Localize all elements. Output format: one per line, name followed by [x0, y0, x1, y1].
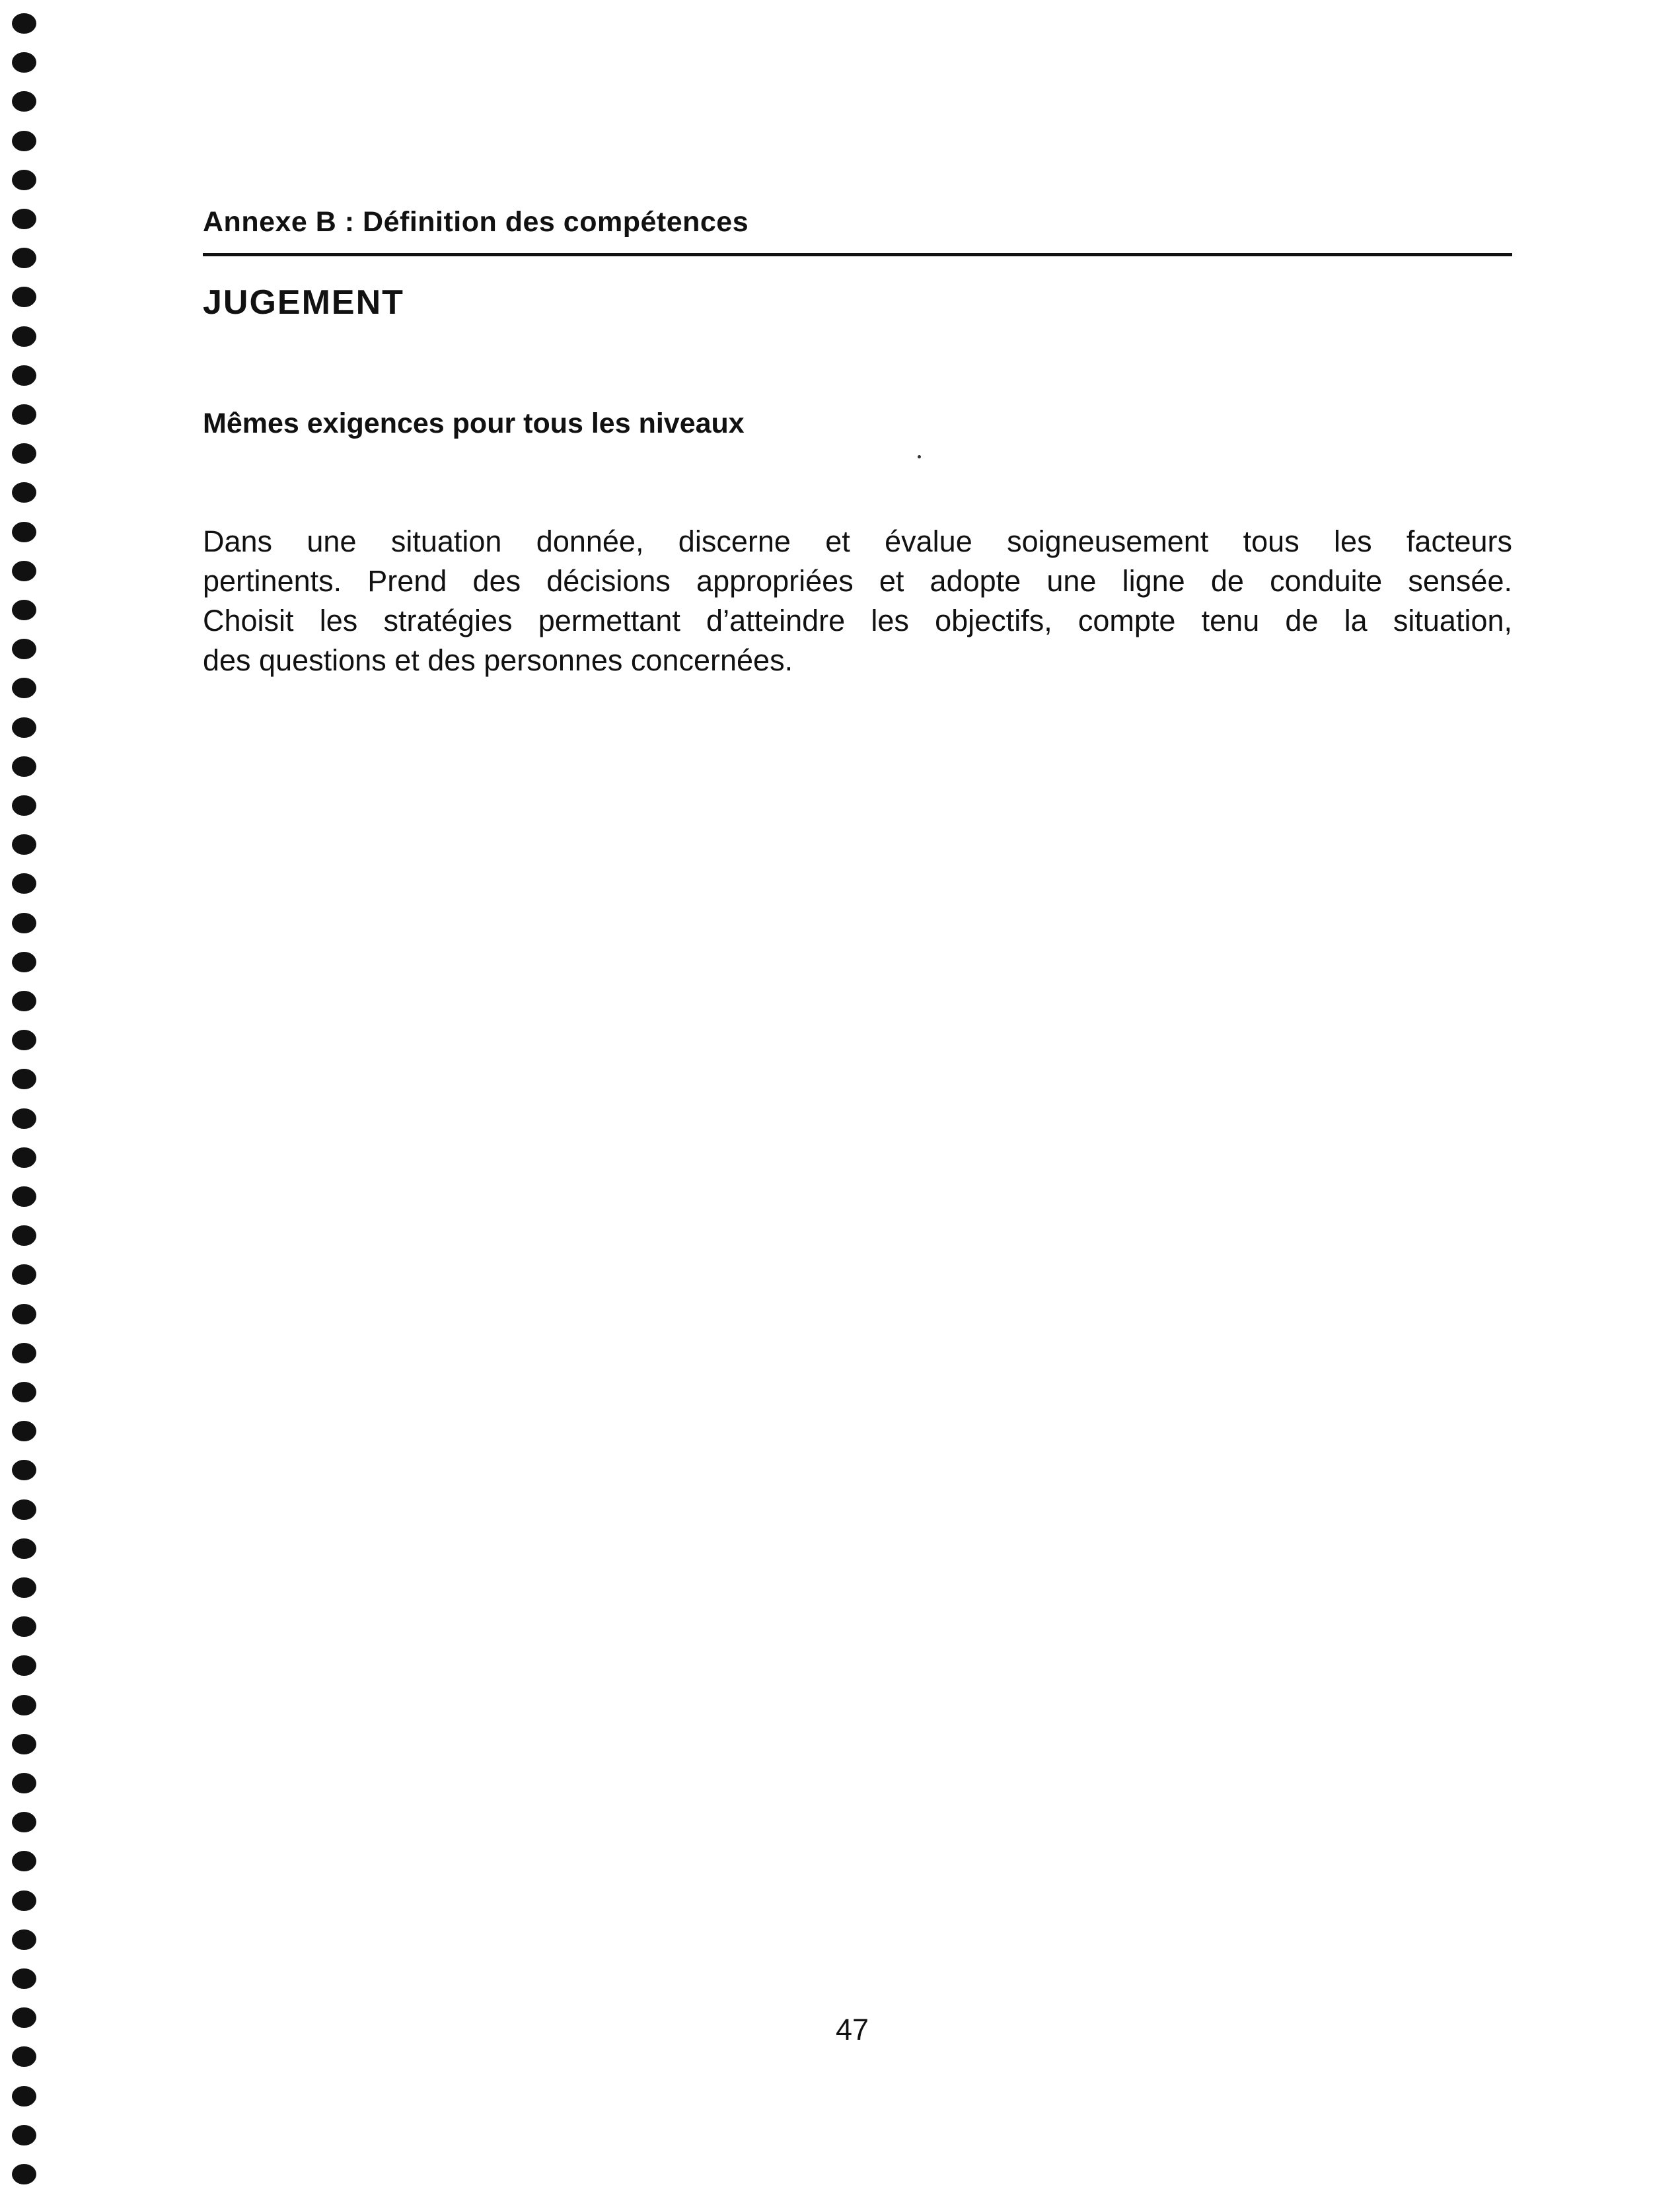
binding-hole	[12, 522, 36, 542]
stray-dot	[918, 455, 921, 458]
binding-hole	[12, 1421, 36, 1441]
binding-hole	[12, 2086, 36, 2107]
binding-hole	[12, 2007, 36, 2028]
binding-hole	[12, 1499, 36, 1520]
binding-hole	[12, 1891, 36, 1911]
binding-hole	[12, 1734, 36, 1754]
binding-hole	[12, 1929, 36, 1950]
binding-hole	[12, 131, 36, 151]
binding-hole	[12, 1382, 36, 1402]
binding-hole	[12, 1655, 36, 1676]
binding-hole	[12, 1460, 36, 1480]
definition-paragraph	[203, 522, 1512, 680]
binding-hole	[12, 1030, 36, 1050]
binding-hole	[12, 326, 36, 347]
binding-hole	[12, 1225, 36, 1246]
binding-hole	[12, 1616, 36, 1637]
binding-hole	[12, 1147, 36, 1168]
binding-hole	[12, 1851, 36, 1871]
binding-hole	[12, 1812, 36, 1832]
binding-hole	[12, 1343, 36, 1363]
definition-line: Dans une situation donnée, discerne et évalue soigneusement tous les facteurs	[203, 524, 1512, 558]
binding-hole	[12, 2046, 36, 2067]
binding-hole	[12, 1773, 36, 1793]
binding-hole	[12, 443, 36, 464]
binding-hole	[12, 756, 36, 777]
binding-holes	[12, 13, 38, 2193]
binding-hole	[12, 991, 36, 1011]
binding-hole	[12, 639, 36, 659]
definition-line: des questions et des personnes concernées.	[203, 643, 793, 677]
binding-hole	[12, 209, 36, 229]
binding-hole	[12, 795, 36, 816]
binding-hole	[12, 561, 36, 581]
binding-hole	[12, 404, 36, 425]
binding-hole	[12, 248, 36, 268]
binding-hole	[12, 1186, 36, 1207]
binding-hole	[12, 1108, 36, 1129]
binding-hole	[12, 1264, 36, 1285]
binding-hole	[12, 1069, 36, 1089]
definition-line: Choisit les stratégies permettant d’atteindre les objectifs, compte tenu de la situation,	[203, 604, 1512, 637]
binding-hole	[12, 717, 36, 738]
binding-hole	[12, 678, 36, 698]
binding-hole	[12, 91, 36, 112]
binding-hole	[12, 482, 36, 503]
section-title: JUGEMENT	[203, 283, 404, 322]
binding-hole	[12, 1577, 36, 1598]
level-requirements-subtitle: Mêmes exigences pour tous les niveaux	[203, 408, 745, 439]
page-header	[203, 206, 1512, 256]
binding-hole	[12, 834, 36, 855]
binding-hole	[12, 1968, 36, 1989]
binding-hole	[12, 2164, 36, 2184]
binding-hole	[12, 2125, 36, 2145]
binding-hole	[12, 13, 36, 34]
binding-hole	[12, 365, 36, 386]
binding-hole	[12, 1695, 36, 1715]
binding-hole	[12, 873, 36, 894]
binding-hole	[12, 600, 36, 620]
binding-hole	[12, 52, 36, 73]
binding-hole	[12, 1538, 36, 1559]
definition-line: pertinents. Prend des décisions appropriées et adopte une ligne de conduite sensée.	[203, 564, 1512, 598]
page-number: 47	[835, 2013, 869, 2046]
binding-hole	[12, 913, 36, 933]
binding-hole	[12, 1304, 36, 1324]
binding-hole	[12, 170, 36, 190]
binding-hole	[12, 287, 36, 307]
binding-hole	[12, 952, 36, 972]
annex-title: Annexe B : Définition des compétences	[203, 206, 749, 238]
